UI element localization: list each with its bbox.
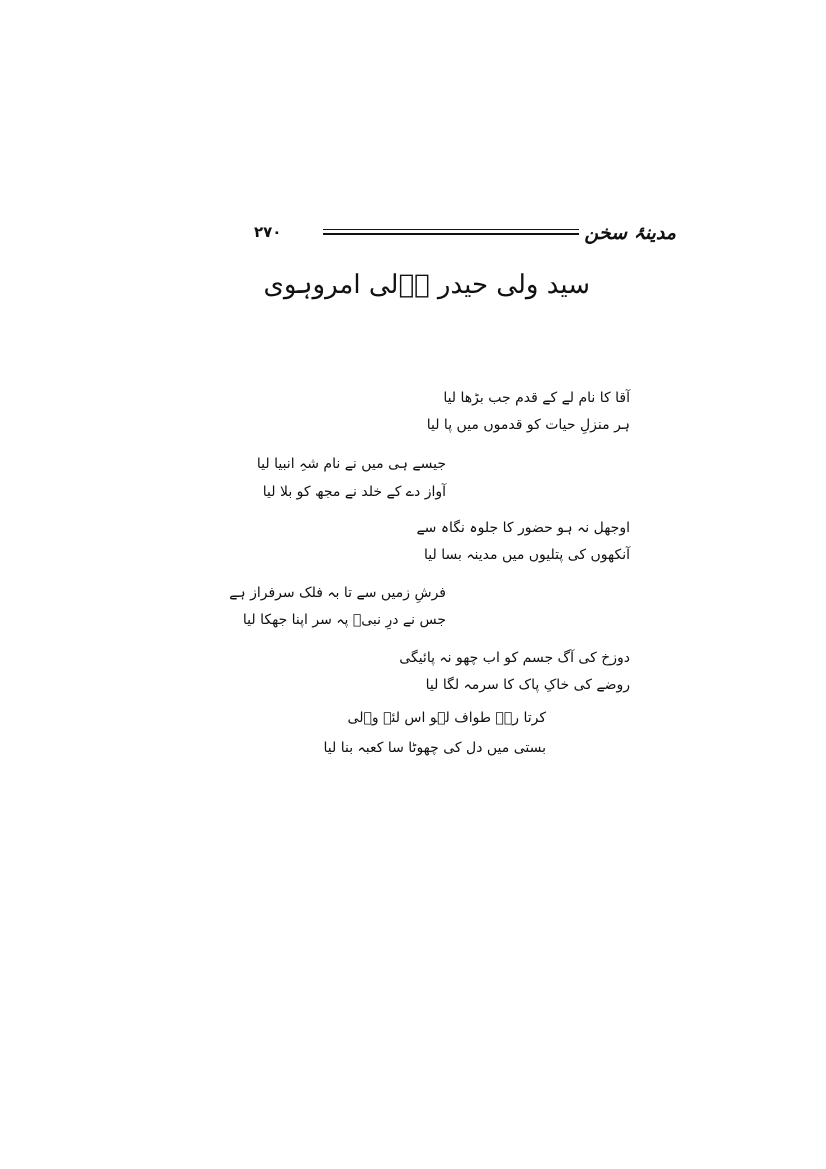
couplet-2-line-1: جیسے ہی میں نے نام شہِ انبیا لیا — [256, 456, 446, 472]
page-number: ۲۷۰ — [254, 223, 282, 241]
couplet-3-line-1: اوجھل نہ ہو حضور کا جلوہ نگاہ سے — [416, 520, 630, 536]
poet-name: سید ولی حیدر وؔلی امروہوی — [263, 270, 590, 300]
book-title: مدینۂ سخن — [584, 222, 676, 244]
header-rule-bottom — [323, 233, 579, 235]
couplet-5-line-1: دوزخ کی آگ جسم کو اب چھو نہ پائیگی — [399, 650, 630, 666]
header-rule-top — [323, 229, 579, 230]
couplet-2-line-2: آواز دے کے خلد نے مجھ کو بلا لیا — [262, 484, 446, 500]
couplet-6-line-1: کرتا رہے طواف لہو اس لئے وؔلی — [347, 710, 546, 726]
couplet-6-line-2: بستی میں دل کی چھوٹا سا کعبہ بنا لیا — [323, 740, 546, 756]
couplet-4-line-1: فرشِ زمیں سے تا بہ فلک سرفراز ہے — [229, 585, 446, 601]
couplet-5-line-2: روضے کی خاکِ پاک کا سرمہ لگا لیا — [425, 677, 630, 693]
couplet-1-line-2: ہر منزلِ حیات کو قدموں میں پا لیا — [426, 417, 630, 433]
couplet-1-line-1: آقا کا نام لے کے قدم جب بڑھا لیا — [443, 390, 630, 406]
couplet-3-line-2: آنکھوں کی پتلیوں میں مدینہ بسا لیا — [424, 547, 630, 563]
couplet-4-line-2: جس نے درِ نبیؐ پہ سر اپنا جھکا لیا — [242, 612, 446, 628]
